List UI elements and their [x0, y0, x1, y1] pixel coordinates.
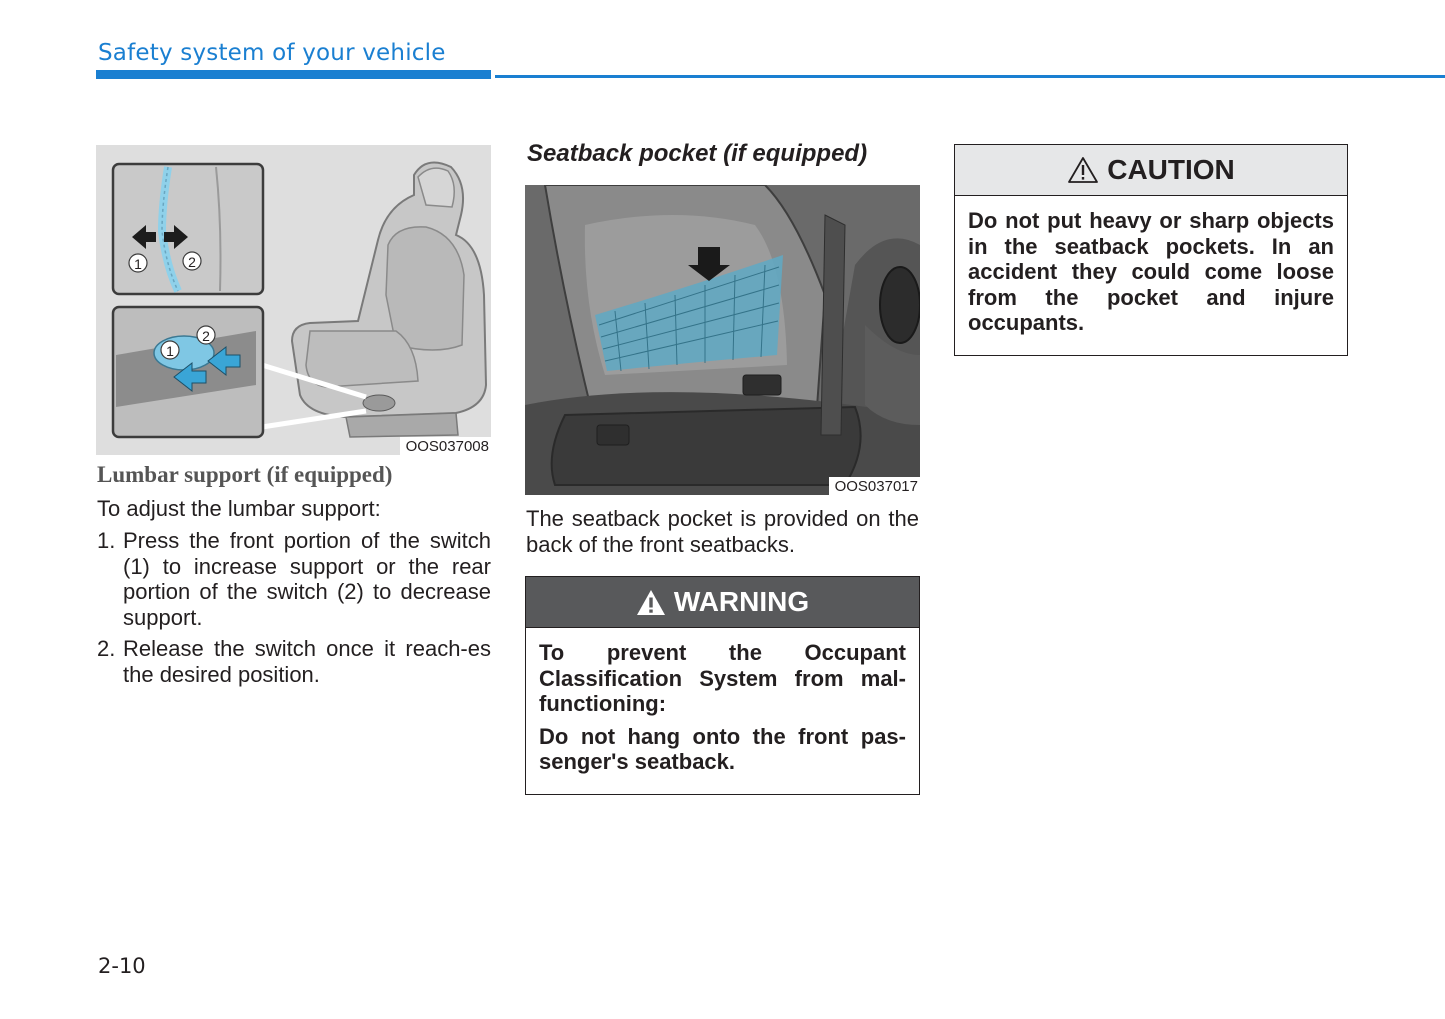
caution-icon — [1067, 156, 1099, 184]
bottom-callout-2: 2 — [202, 328, 210, 344]
caution-box — [954, 144, 1348, 356]
seatback-pocket-illustration — [525, 185, 920, 495]
step-number: 2. — [97, 636, 116, 661]
figure-code: OOS037017 — [829, 477, 920, 495]
caution-header — [955, 145, 1347, 196]
step-number: 1. — [97, 528, 116, 553]
step-item — [97, 636, 491, 687]
pocket-heading: Seatback pocket (if equipped) — [527, 140, 868, 167]
warning-paragraph: Do not hang onto the front pas-senger's seatback. — [539, 723, 906, 774]
seatback-pocket-figure — [525, 185, 920, 495]
step-text: Release the switch once it reach-es the desired position. — [123, 636, 491, 687]
step-item — [97, 528, 491, 630]
page-number: 2-10 — [98, 954, 146, 978]
figure-code: OOS037008 — [400, 437, 491, 455]
bottom-callout-1: 1 — [166, 343, 174, 359]
lumbar-intro: To adjust the lumbar support: — [97, 496, 381, 521]
warning-body — [526, 628, 919, 789]
caution-title: CAUTION — [1107, 154, 1235, 185]
top-callout-1: 1 — [134, 256, 142, 272]
lumbar-support-figure — [96, 145, 491, 455]
header-rule-thin — [495, 75, 1445, 78]
lumbar-heading: Lumbar support (if equipped) — [97, 462, 393, 487]
caution-body — [955, 196, 1347, 350]
warning-icon — [636, 589, 666, 616]
top-callout-2: 2 — [188, 254, 196, 270]
caution-text: Do not put heavy or sharp objects in the seatback pockets. In an accident they could come loose from the pocket and injure occupants. — [968, 208, 1334, 335]
warning-title: WARNING — [673, 586, 810, 617]
warning-box — [525, 576, 920, 795]
section-title: Safety system of your vehicle — [98, 40, 446, 66]
warning-header — [526, 577, 919, 628]
warning-paragraph: To prevent the Occupant Classification System from mal-functioning: — [539, 640, 906, 716]
lumbar-seat-illustration — [96, 145, 491, 455]
header-rule-thick — [96, 70, 491, 79]
pocket-description: The seatback pocket is provided on the back of the front seatbacks. — [526, 506, 919, 557]
lumbar-steps — [97, 528, 491, 693]
step-text: Press the front portion of the switch (1) to increase support or the rear portion of the switch (2) to decrease support. — [123, 528, 491, 630]
